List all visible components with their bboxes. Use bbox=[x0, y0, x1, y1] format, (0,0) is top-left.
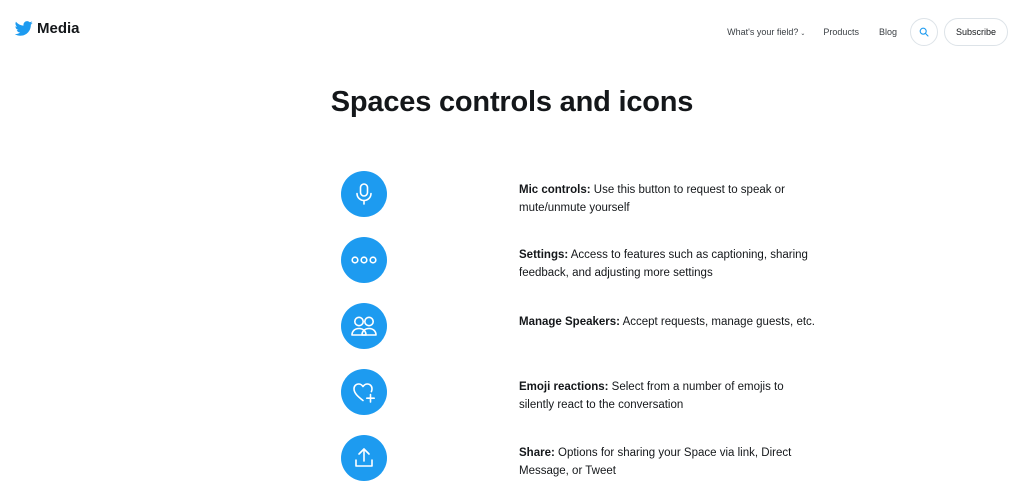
brand-logo-link[interactable] bbox=[15, 20, 80, 37]
emoji-reactions-icon-circle bbox=[341, 369, 387, 415]
control-item-mic bbox=[0, 171, 1024, 221]
control-item-manage-speakers bbox=[0, 303, 1024, 353]
share-icon bbox=[352, 446, 376, 470]
mic-controls-title: Mic controls: bbox=[519, 184, 591, 196]
microphone-icon bbox=[353, 182, 375, 206]
control-item-share bbox=[0, 435, 1024, 485]
mic-controls-icon-circle bbox=[341, 171, 387, 217]
more-dots-icon bbox=[351, 255, 377, 265]
people-icon bbox=[350, 314, 378, 338]
page-title: Spaces controls and icons bbox=[330, 86, 694, 118]
share-text: Options for sharing your Space via link, Direct Message, or Tweet bbox=[519, 447, 792, 477]
share-icon-circle bbox=[341, 435, 387, 481]
search-button[interactable] bbox=[910, 18, 938, 46]
emoji-reactions-text: Select from a number of emojis to silently react to the conversation bbox=[519, 381, 784, 411]
manage-speakers-title: Manage Speakers: bbox=[519, 316, 620, 328]
nav-field-label: What's your field? bbox=[727, 27, 799, 37]
nav-field-dropdown[interactable] bbox=[727, 27, 805, 37]
heart-plus-icon bbox=[351, 380, 377, 404]
search-icon bbox=[919, 27, 929, 37]
brand-name: Media bbox=[37, 20, 80, 37]
top-nav bbox=[727, 18, 1008, 46]
manage-speakers-icon-circle bbox=[341, 303, 387, 349]
control-item-emoji-reactions bbox=[0, 369, 1024, 419]
settings-title: Settings: bbox=[519, 249, 569, 261]
share-description bbox=[519, 444, 819, 480]
emoji-reactions-title: Emoji reactions: bbox=[519, 381, 609, 393]
mic-controls-description bbox=[519, 181, 819, 217]
chevron-down-icon: ⌄ bbox=[800, 30, 806, 37]
nav-blog-link[interactable]: Blog bbox=[878, 27, 897, 37]
site-header bbox=[0, 0, 1024, 64]
emoji-reactions-description bbox=[519, 378, 819, 414]
share-title: Share: bbox=[519, 447, 555, 459]
settings-icon-circle bbox=[341, 237, 387, 283]
control-item-settings bbox=[0, 237, 1024, 287]
mic-controls-text: Use this button to request to speak or mute/unmute yourself bbox=[519, 184, 785, 214]
manage-speakers-text: Accept requests, manage guests, etc. bbox=[622, 316, 815, 328]
settings-description bbox=[519, 246, 819, 282]
settings-text: Access to features such as captioning, sharing feedback, and adjusting more settings bbox=[519, 249, 808, 279]
manage-speakers-description bbox=[519, 313, 819, 331]
subscribe-button[interactable]: Subscribe bbox=[944, 18, 1008, 46]
twitter-bird-icon bbox=[15, 21, 33, 36]
nav-products-link[interactable]: Products bbox=[823, 27, 859, 37]
